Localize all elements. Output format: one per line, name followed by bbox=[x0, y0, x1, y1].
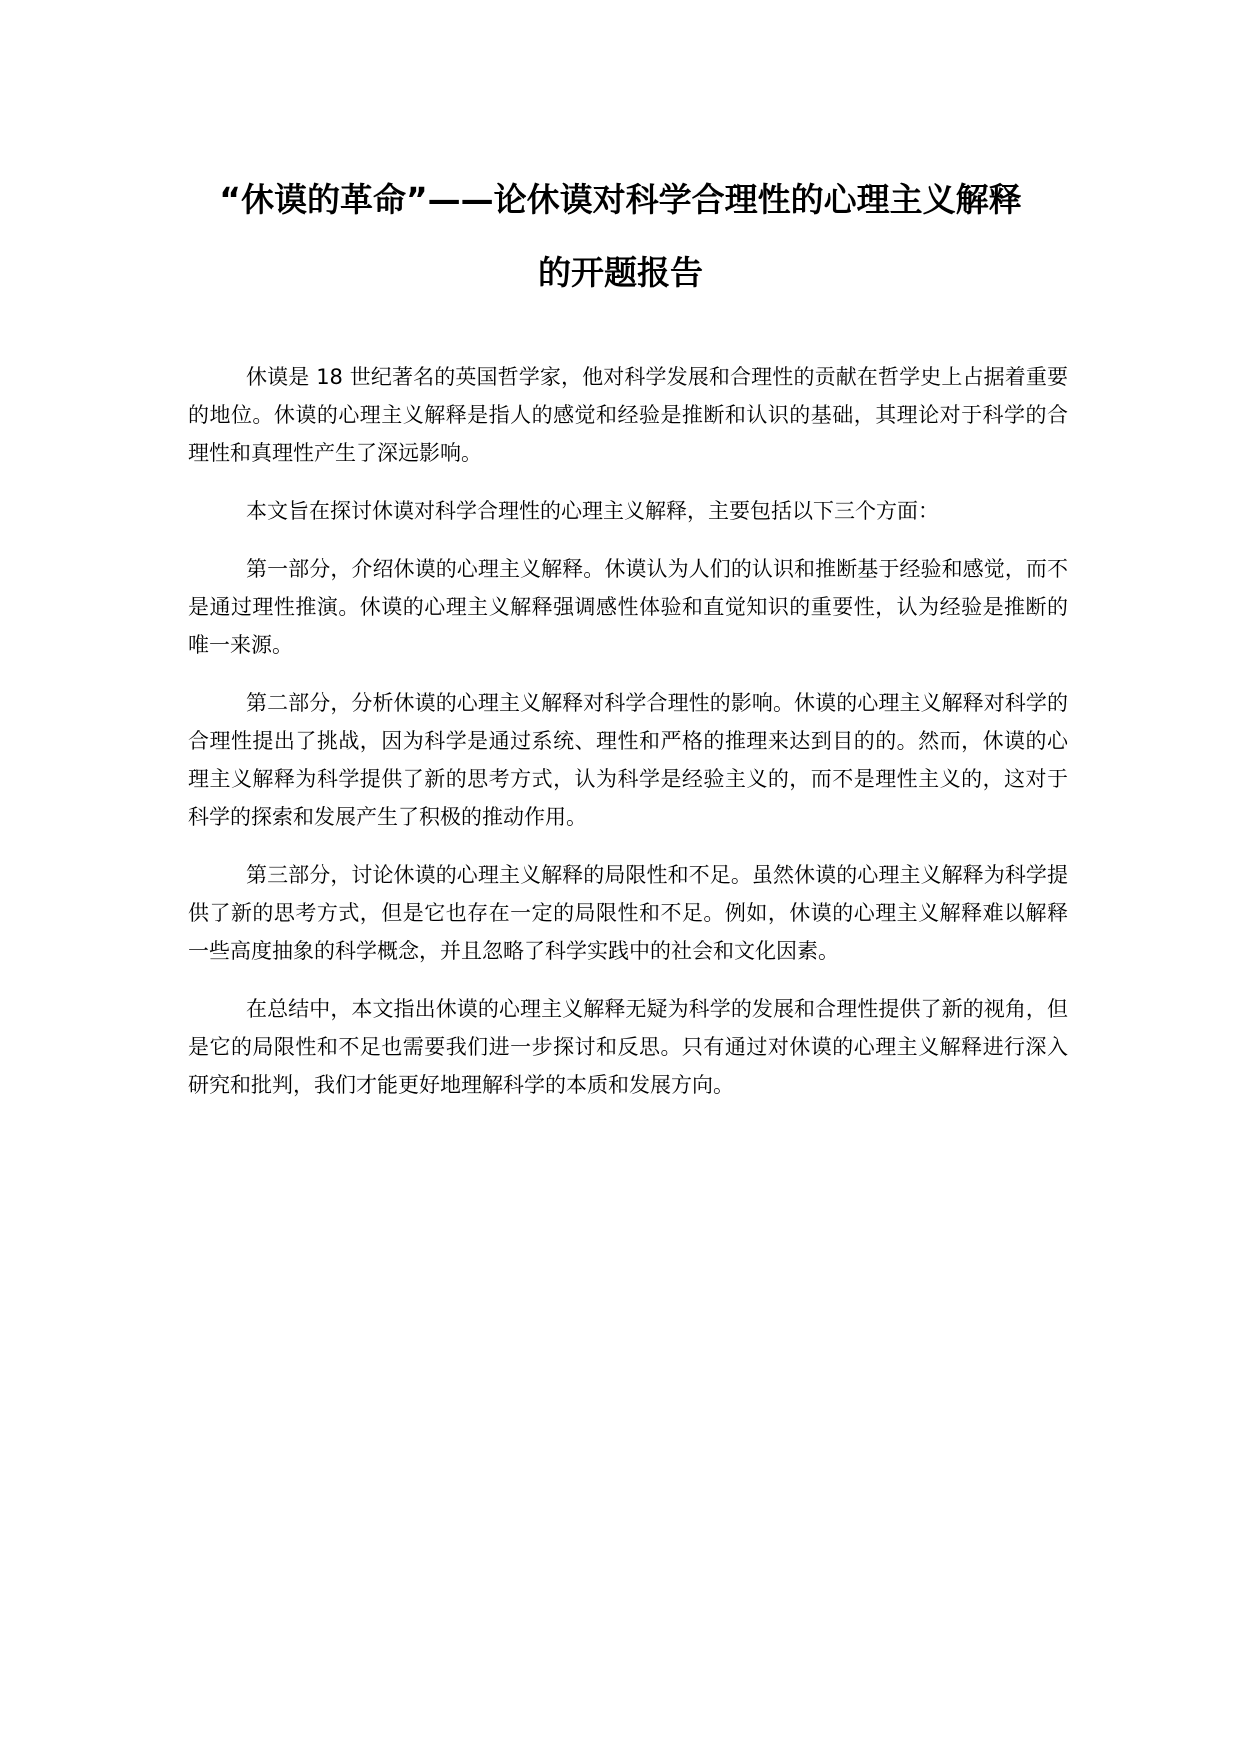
paragraph-conclusion: 在总结中，本文指出休谟的心理主义解释无疑为科学的发展和合理性提供了新的视角，但是它的局限性和不足也需要我们进一步探讨和反思。只有通过对休谟的心理主义解释进行深入研究和批判，我们才能更好地理解科学的本质和发展方向。 bbox=[188, 997, 1068, 1097]
document-body bbox=[188, 358, 1068, 1124]
paragraph-part-one: 第一部分，介绍休谟的心理主义解释。休谟认为人们的认识和推断基于经验和感觉，而不是通过理性推演。休谟的心理主义解释强调感性体验和直觉知识的重要性，认为经验是推断的唯一来源。 bbox=[188, 557, 1068, 657]
document-title: “休谟的革命”——论休谟对科学合理性的心理主义解释 bbox=[219, 180, 1022, 219]
paragraph-purpose: 本文旨在探讨休谟对科学合理性的心理主义解释，主要包括以下三个方面： bbox=[246, 499, 939, 523]
paragraph-part-three: 第三部分，讨论休谟的心理主义解释的局限性和不足。虽然休谟的心理主义解释为科学提供了新的思考方式，但是它也存在一定的局限性和不足。例如，休谟的心理主义解释难以解释一些高度抽象的科学概念，并且忽略了科学实践中的社会和文化因素。 bbox=[188, 863, 1068, 963]
paragraph-intro: 休谟是 18 世纪著名的英国哲学家，他对科学发展和合理性的贡献在哲学史上占据着重要的地位。休谟的心理主义解释是指人的感觉和经验是推断和认识的基础，其理论对于科学的合理性和真理性产生了深远影响。 bbox=[188, 365, 1068, 465]
document-title-continued: 的开题报告 bbox=[538, 253, 703, 292]
paragraph-part-two: 第二部分，分析休谟的心理主义解释对科学合理性的影响。休谟的心理主义解释对科学的合理性提出了挑战，因为科学是通过系统、理性和严格的推理来达到目的的。然而，休谟的心理主义解释为科学提供了新的思考方式，认为科学是经验主义的，而不是理性主义的，这对于科学的探索和发展产生了积极的推动作用。 bbox=[188, 691, 1068, 829]
